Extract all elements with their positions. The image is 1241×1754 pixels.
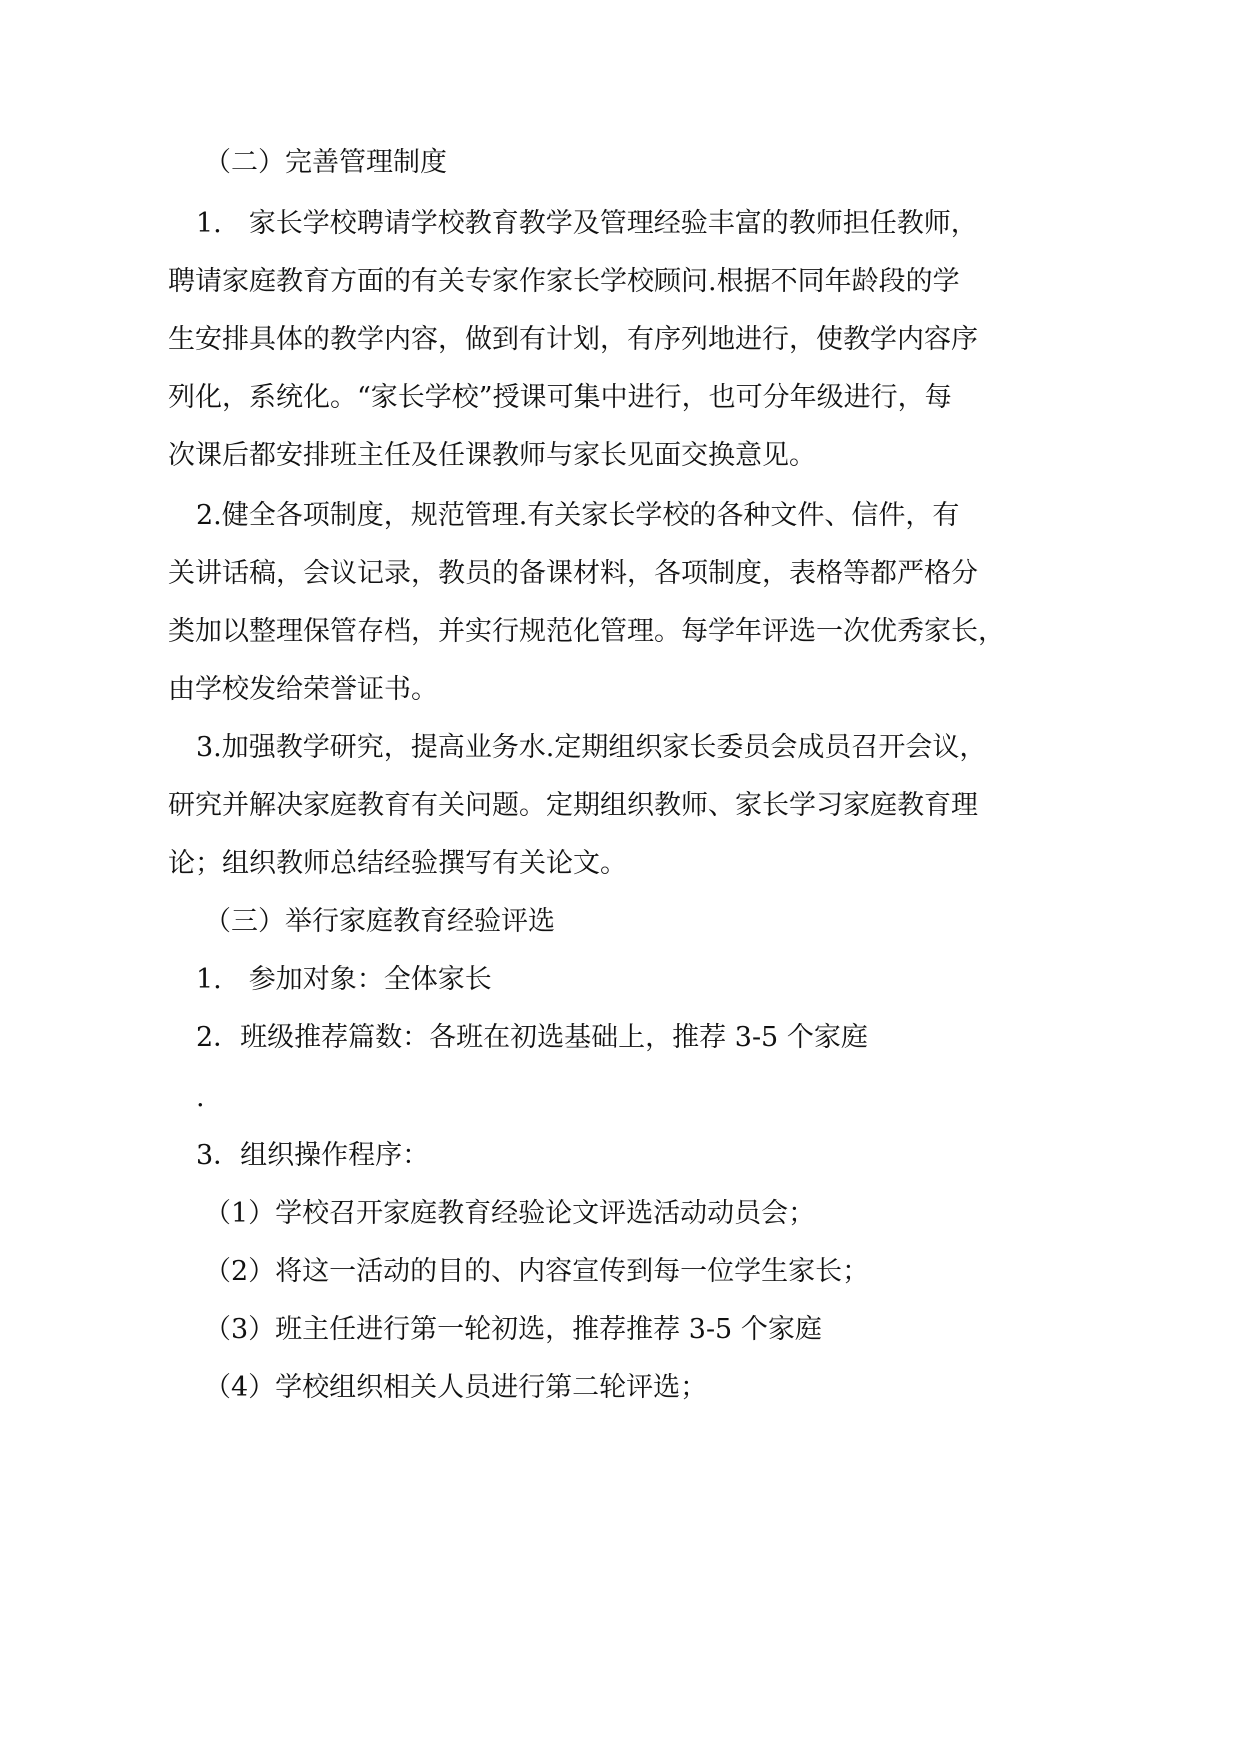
- list-item: 3．组织操作程序：: [196, 1140, 430, 1171]
- paragraph-line: 2.健全各项制度，规范管理.有关家长学校的各种文件、信件，有: [196, 500, 960, 531]
- paragraph-line: 生安排具体的教学内容，做到有计划，有序列地进行，使教学内容序: [168, 324, 978, 355]
- section-heading-3: （三）举行家庭教育经验评选: [204, 906, 555, 937]
- procedure-step: （2）将这一活动的目的、内容宣传到每一位学生家长；: [204, 1256, 870, 1287]
- paragraph-line: 列化，系统化。“家长学校”授课可集中进行，也可分年级进行，每: [168, 382, 952, 413]
- list-item: 1. 参加对象：全体家长: [196, 964, 492, 995]
- paragraph-line: 论；组织教师总结经验撰写有关论文。: [168, 848, 627, 879]
- procedure-step: （1）学校召开家庭教育经验论文评选活动动员会；: [204, 1198, 816, 1229]
- list-item-tail: .: [196, 1082, 205, 1113]
- paragraph-line: 1. 家长学校聘请学校教育教学及管理经验丰富的教师担任教师，: [196, 208, 978, 239]
- procedure-step: （3）班主任进行第一轮初选，推荐推荐 3-5 个家庭: [204, 1314, 822, 1345]
- section-heading-2: （二）完善管理制度: [204, 147, 447, 178]
- paragraph-line: 次课后都安排班主任及任课教师与家长见面交换意见。: [168, 440, 816, 471]
- paragraph-line: 由学校发给荣誉证书。: [168, 674, 438, 705]
- paragraph-line: 聘请家庭教育方面的有关专家作家长学校顾问.根据不同年龄段的学: [168, 266, 960, 297]
- paragraph-line: 研究并解决家庭教育有关问题。定期组织教师、家长学习家庭教育理: [168, 790, 978, 821]
- procedure-step: （4）学校组织相关人员进行第二轮评选；: [204, 1372, 708, 1403]
- list-item: 2．班级推荐篇数：各班在初选基础上，推荐 3-5 个家庭: [196, 1022, 868, 1053]
- paragraph-line: 3.加强教学研究，提高业务水.定期组织家长委员会成员召开会议，: [196, 732, 987, 763]
- paragraph-line: 关讲话稿，会议记录，教员的备课材料，各项制度，表格等都严格分: [168, 558, 978, 589]
- paragraph-line: 类加以整理保管存档，并实行规范化管理。每学年评选一次优秀家长，: [168, 616, 1005, 647]
